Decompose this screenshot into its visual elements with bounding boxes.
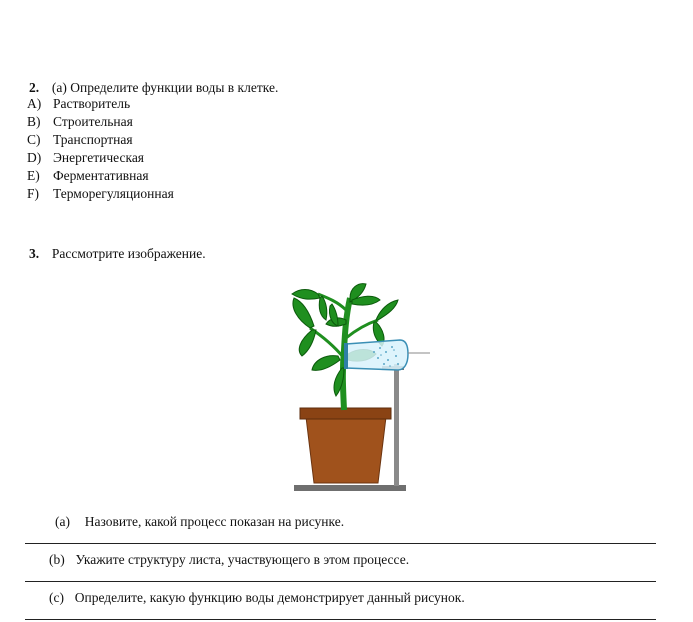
q2-option [27, 96, 130, 112]
answer-line-a[interactable] [25, 543, 656, 544]
q3-sub-text: Назовите, какой процесс показан на рисунке. [84, 514, 345, 529]
q2-option-letter: D) [27, 150, 42, 165]
q3-sub-b [49, 552, 409, 568]
q2-option [27, 132, 133, 148]
bag-tie [344, 343, 348, 369]
stand-rod [394, 364, 399, 486]
q3-sub-text: Определите, какую функцию воды демонстрирует данный рисунок. [74, 590, 465, 605]
q3-sub-label: (c) [49, 590, 64, 605]
stand-base [294, 485, 406, 491]
q3-sub-label: (b) [49, 552, 65, 567]
q2-option-text: Строительная [53, 114, 133, 129]
q3-sub-label: (a) [55, 514, 70, 529]
q2-option-text: Растворитель [53, 96, 131, 111]
q2-option-text: Ферментативная [53, 168, 149, 183]
q3-number: 3. [29, 246, 40, 261]
q3-header [29, 246, 206, 262]
q3-prompt: Рассмотрите изображение. [51, 246, 206, 261]
q2-number: 2. [29, 80, 40, 95]
q2-option [27, 186, 174, 202]
q2-prompt: (a) Определите функции воды в клетке. [51, 80, 279, 95]
pot-body [306, 417, 386, 483]
q2-option-text: Транспортная [53, 132, 133, 147]
q2-option-letter: F) [27, 186, 40, 201]
plastic-bag [346, 340, 408, 370]
q3-sub-c [49, 590, 465, 606]
q2-option [27, 150, 144, 166]
q2-option-letter: B) [27, 114, 41, 129]
q2-option-letter: E) [27, 168, 40, 183]
plant-transpiration-figure [280, 280, 440, 496]
q2-option [27, 114, 133, 130]
q2-option-text: Энергетическая [53, 150, 145, 165]
q2-option-letter: A) [27, 96, 42, 111]
q2-header [29, 80, 278, 96]
q3-sub-a [55, 514, 344, 530]
q2-option-letter: C) [27, 132, 41, 147]
q3-sub-text: Укажите структуру листа, участвующего в этом процессе. [75, 552, 410, 567]
q2-option-text: Терморегуляционная [53, 186, 174, 201]
q2-option [27, 168, 149, 184]
answer-line-c[interactable] [25, 619, 656, 620]
answer-line-b[interactable] [25, 581, 656, 582]
